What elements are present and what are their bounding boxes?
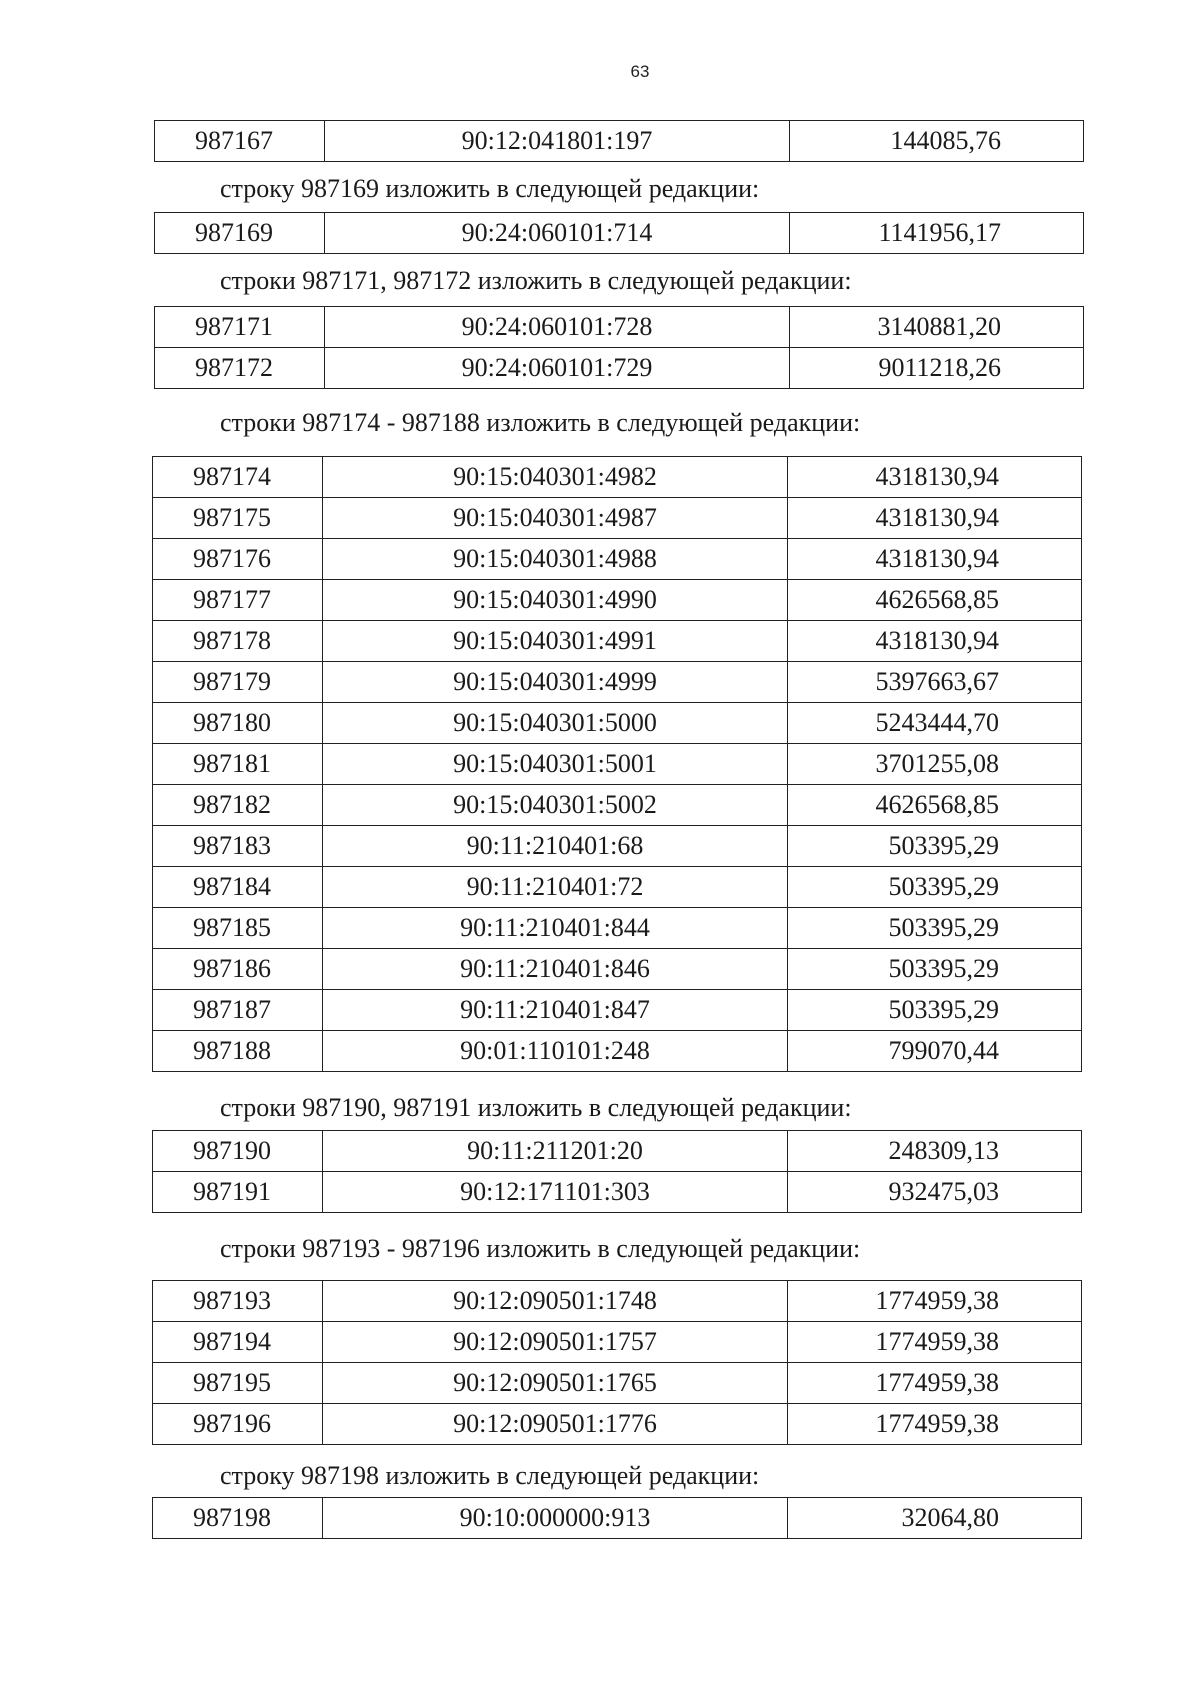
row-number-cell: 987187	[153, 990, 323, 1031]
amendment-table	[154, 212, 1084, 254]
cadastral-number-cell: 90:15:040301:4988	[323, 539, 788, 580]
cadastral-number-cell: 90:12:090501:1776	[323, 1404, 788, 1445]
cadastral-value-cell: 799070,44	[788, 1031, 1082, 1072]
row-number-cell: 987172	[155, 348, 325, 389]
row-number-cell: 987175	[153, 498, 323, 539]
table-row	[153, 703, 1082, 744]
cadastral-number-cell: 90:01:110101:248	[323, 1031, 788, 1072]
cadastral-value-cell: 1774959,38	[788, 1322, 1082, 1363]
cadastral-number-cell: 90:11:210401:68	[323, 826, 788, 867]
table-row	[155, 213, 1084, 254]
row-number-cell: 987169	[155, 213, 325, 254]
row-number-cell: 987178	[153, 621, 323, 662]
cadastral-value-cell: 932475,03	[788, 1172, 1082, 1213]
row-number-cell: 987176	[153, 539, 323, 580]
cadastral-number-cell: 90:11:210401:847	[323, 990, 788, 1031]
cadastral-number-cell: 90:12:041801:197	[325, 121, 790, 162]
row-number-cell: 987198	[153, 1498, 323, 1539]
table-row	[153, 867, 1082, 908]
table-row	[153, 826, 1082, 867]
row-number-cell: 987188	[153, 1031, 323, 1072]
cadastral-value-cell: 503395,29	[788, 990, 1082, 1031]
table-row	[153, 539, 1082, 580]
cadastral-number-cell: 90:15:040301:4982	[323, 457, 788, 498]
cadastral-number-cell: 90:15:040301:4999	[323, 662, 788, 703]
row-number-cell: 987171	[155, 307, 325, 348]
cadastral-number-cell: 90:15:040301:5002	[323, 785, 788, 826]
table-row	[153, 580, 1082, 621]
amendment-instruction: строки 987174 - 987188 изложить в следующей редакции:	[220, 408, 861, 437]
cadastral-value-cell: 144085,76	[790, 121, 1084, 162]
row-number-cell: 987185	[153, 908, 323, 949]
cadastral-number-cell: 90:12:090501:1757	[323, 1322, 788, 1363]
page-number: 63	[630, 62, 650, 81]
table-row	[155, 307, 1084, 348]
table-row	[153, 744, 1082, 785]
row-number-cell: 987177	[153, 580, 323, 621]
cadastral-value-cell: 9011218,26	[790, 348, 1084, 389]
table-row	[155, 348, 1084, 389]
row-number-cell: 987184	[153, 867, 323, 908]
table-row	[153, 1498, 1082, 1539]
cadastral-number-cell: 90:11:210401:844	[323, 908, 788, 949]
amendment-table	[154, 120, 1084, 162]
cadastral-number-cell: 90:24:060101:714	[325, 213, 790, 254]
cadastral-number-cell: 90:15:040301:4991	[323, 621, 788, 662]
table-row	[153, 457, 1082, 498]
amendment-instruction: строки 987171, 987172 изложить в следующей редакции:	[220, 266, 852, 295]
table-row	[153, 785, 1082, 826]
table-row	[153, 1281, 1082, 1322]
cadastral-value-cell: 4626568,85	[788, 580, 1082, 621]
cadastral-value-cell: 5397663,67	[788, 662, 1082, 703]
table-row	[153, 1131, 1082, 1172]
cadastral-number-cell: 90:15:040301:5000	[323, 703, 788, 744]
row-number-cell: 987181	[153, 744, 323, 785]
cadastral-value-cell: 4318130,94	[788, 621, 1082, 662]
cadastral-number-cell: 90:12:090501:1765	[323, 1363, 788, 1404]
row-number-cell: 987182	[153, 785, 323, 826]
table-row	[153, 1363, 1082, 1404]
row-number-cell: 987174	[153, 457, 323, 498]
row-number-cell: 987190	[153, 1131, 323, 1172]
table-row	[153, 990, 1082, 1031]
amendment-table	[152, 456, 1082, 1072]
cadastral-value-cell: 503395,29	[788, 908, 1082, 949]
table-row	[153, 1031, 1082, 1072]
row-number-cell: 987180	[153, 703, 323, 744]
cadastral-number-cell: 90:11:211201:20	[323, 1131, 788, 1172]
table-row	[153, 621, 1082, 662]
cadastral-value-cell: 4318130,94	[788, 498, 1082, 539]
table-row	[155, 121, 1084, 162]
cadastral-number-cell: 90:24:060101:729	[325, 348, 790, 389]
amendment-instruction: строку 987198 изложить в следующей редакции:	[220, 1461, 760, 1490]
cadastral-number-cell: 90:15:040301:4987	[323, 498, 788, 539]
amendment-table	[154, 306, 1084, 389]
cadastral-value-cell: 1141956,17	[790, 213, 1084, 254]
cadastral-value-cell: 3140881,20	[790, 307, 1084, 348]
cadastral-value-cell: 32064,80	[788, 1498, 1082, 1539]
cadastral-number-cell: 90:11:210401:846	[323, 949, 788, 990]
row-number-cell: 987167	[155, 121, 325, 162]
amendment-instruction: строку 987169 изложить в следующей редакции:	[220, 174, 760, 203]
table-row	[153, 1404, 1082, 1445]
cadastral-value-cell: 248309,13	[788, 1131, 1082, 1172]
table-row	[153, 498, 1082, 539]
cadastral-value-cell: 503395,29	[788, 867, 1082, 908]
cadastral-number-cell: 90:24:060101:728	[325, 307, 790, 348]
row-number-cell: 987191	[153, 1172, 323, 1213]
cadastral-value-cell: 1774959,38	[788, 1363, 1082, 1404]
table-row	[153, 662, 1082, 703]
amendment-table	[152, 1280, 1082, 1445]
row-number-cell: 987186	[153, 949, 323, 990]
cadastral-value-cell: 1774959,38	[788, 1281, 1082, 1322]
row-number-cell: 987193	[153, 1281, 323, 1322]
row-number-cell: 987196	[153, 1404, 323, 1445]
amendment-instruction: строки 987193 - 987196 изложить в следующей редакции:	[220, 1234, 861, 1263]
cadastral-value-cell: 3701255,08	[788, 744, 1082, 785]
cadastral-value-cell: 503395,29	[788, 949, 1082, 990]
amendment-table	[152, 1497, 1082, 1539]
cadastral-value-cell: 4626568,85	[788, 785, 1082, 826]
cadastral-value-cell: 4318130,94	[788, 457, 1082, 498]
row-number-cell: 987183	[153, 826, 323, 867]
row-number-cell: 987179	[153, 662, 323, 703]
row-number-cell: 987194	[153, 1322, 323, 1363]
amendment-table	[152, 1130, 1082, 1213]
table-row	[153, 1322, 1082, 1363]
cadastral-number-cell: 90:12:090501:1748	[323, 1281, 788, 1322]
cadastral-number-cell: 90:10:000000:913	[323, 1498, 788, 1539]
cadastral-number-cell: 90:12:171101:303	[323, 1172, 788, 1213]
table-row	[153, 1172, 1082, 1213]
cadastral-value-cell: 1774959,38	[788, 1404, 1082, 1445]
cadastral-value-cell: 503395,29	[788, 826, 1082, 867]
cadastral-value-cell: 4318130,94	[788, 539, 1082, 580]
table-row	[153, 908, 1082, 949]
cadastral-number-cell: 90:15:040301:4990	[323, 580, 788, 621]
cadastral-number-cell: 90:11:210401:72	[323, 867, 788, 908]
cadastral-value-cell: 5243444,70	[788, 703, 1082, 744]
cadastral-number-cell: 90:15:040301:5001	[323, 744, 788, 785]
table-row	[153, 949, 1082, 990]
amendment-instruction: строки 987190, 987191 изложить в следующей редакции:	[220, 1093, 852, 1122]
row-number-cell: 987195	[153, 1363, 323, 1404]
